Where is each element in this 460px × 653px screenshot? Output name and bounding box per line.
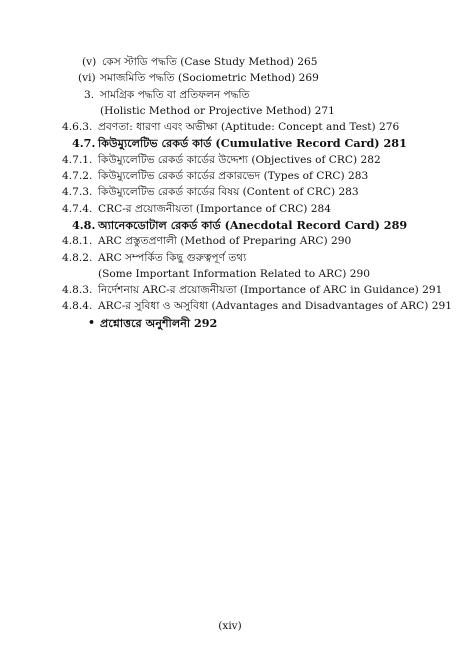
toc-bullet-entry — [0, 315, 460, 331]
toc-entry — [0, 282, 460, 298]
toc-entry-text: ARC সম্পর্কিত কিছু গুরুত্বপূর্ণ তথ্য — [98, 251, 247, 264]
bullet-icon: • — [88, 315, 96, 329]
toc-entry-number: 4.8. — [72, 217, 96, 232]
toc-entry-text: (Holistic Method or Projective Method) 271 — [100, 104, 335, 117]
toc-section-heading — [0, 217, 460, 233]
toc-entry-text: কেস স্টাডি পদ্ধতি (Case Study Method) 265 — [102, 56, 318, 68]
toc-entry — [0, 54, 460, 70]
toc-entry-text: প্রবণতা: ধারণা এবং অভীক্ষা (Aptitude: Concept and Test) 276 — [98, 121, 400, 134]
toc-entry-text: কিউম্যুলেটিভ রেকর্ড কার্ডের উদ্দেশ্য (Objectives of CRC) 282 — [98, 153, 381, 166]
toc-entry — [0, 250, 460, 266]
toc-section-heading — [0, 135, 460, 151]
toc-entry-number: 4.7.1. — [62, 153, 93, 166]
toc-entry-text: সামগ্রিক পদ্ধতি বা প্রতিফলন পদ্ধতি — [100, 88, 250, 101]
toc-entry-number: 3. — [84, 88, 95, 101]
toc-entry — [0, 201, 460, 217]
toc-entry — [0, 70, 460, 86]
toc-entry-number: 4.8.1. — [62, 235, 93, 248]
toc-entry-continuation — [0, 103, 460, 119]
toc-entry-text: নির্দেশনায় ARC-র প্রয়োজনীয়তা (Importance of ARC in Guidance) 291 — [98, 284, 443, 297]
toc-entry-number: (v) — [82, 56, 97, 68]
toc-entry — [0, 233, 460, 249]
toc-entry-number: 4.6.3. — [62, 121, 93, 134]
toc-entry-text: (Some Important Information Related to ARC) 290 — [98, 267, 370, 280]
toc-entry-number: 4.8.3. — [62, 284, 93, 297]
toc-entry-text: কিউম্যুলেটিভ রেকর্ড কার্ড (Cumulative Record Card) 281 — [98, 136, 407, 151]
toc-entry — [0, 119, 460, 135]
toc-entry-text: কিউম্যুলেটিভ রেকর্ড কার্ডের বিষয় (Content of CRC) 283 — [98, 186, 359, 199]
toc-entry-text: অ্যানেকডোটাল রেকর্ড কার্ড (Anecdotal Record Card) 289 — [98, 217, 408, 232]
toc-entry — [0, 298, 460, 314]
toc-entry — [0, 152, 460, 168]
toc-entry-number: 4.7.2. — [62, 170, 93, 183]
toc-entry-text: সমাজমিতি পদ্ধতি (Sociometric Method) 269 — [100, 72, 319, 85]
toc-entry-number: 4.7.4. — [62, 202, 93, 215]
toc-entry-number: (vi) — [78, 72, 96, 85]
toc-entry — [0, 184, 460, 200]
toc-entry-number: 4.7. — [72, 136, 96, 151]
toc-entry-text: প্রশ্নোত্তরে অনুশীলনী 292 — [100, 315, 218, 330]
toc-entry — [0, 168, 460, 184]
toc-entry-number: 4.8.2. — [62, 251, 93, 264]
toc-entry-text: ARC প্রস্তুতপ্রণালী (Method of Preparing ARC) 290 — [98, 235, 352, 248]
toc-entry-number: 4.8.4. — [62, 300, 93, 313]
toc-entry-number: 4.7.3. — [62, 186, 93, 199]
toc-entry-text: ARC-র সুবিধা ও অসুবিধা (Advantages and Disadvantages of ARC) 291 — [98, 300, 452, 313]
table-of-contents — [0, 54, 460, 331]
page-number: (xiv) — [218, 620, 242, 632]
toc-entry-text: কিউম্যুলেটিভ রেকর্ড কার্ডের প্রকারভেদ (Types of CRC) 283 — [98, 170, 369, 183]
toc-entry-text: CRC-র প্রয়োজনীয়তা (Importance of CRC) 284 — [98, 202, 332, 215]
toc-entry-continuation — [0, 266, 460, 282]
toc-entry — [0, 87, 460, 103]
